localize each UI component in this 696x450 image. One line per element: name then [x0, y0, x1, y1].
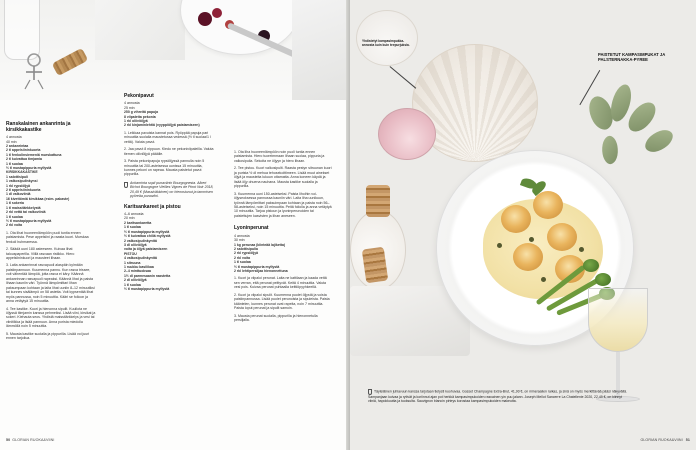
page-number: 50	[6, 438, 11, 442]
recipe-title: Karitsankareet ja pistou	[124, 203, 181, 210]
wine-note: Ankanrinta sopii punaviinin Bourgognesta. Albert Bichot Bourgogne Vieilles Vignes de Pinot Noir 2018, 20,49 € (Massiväkkinen) on hienostunut ja tammisen pyöreäa punaviini.	[130, 180, 214, 199]
ingredient: 2 ankanrintaa	[6, 144, 29, 148]
ingredient: 2 rkl kinjaminlehtiä (vyyppiöljyä paistamiseen)	[124, 123, 200, 128]
ingredient: 2 rkl rypsiöljyä	[234, 251, 259, 256]
ingredient: 2 tl appelsiininkuorta	[6, 148, 41, 153]
recipe-step: 1. Kuori ja viipaloi perunat. Laita ne kattilaan ja kaada vettä sen verran, että perunat peittyvät. Keitä 4 minuuttia. Valuta vesi pois. Kuivaa perunat puhtaalla keittiöpyyhkeellä.	[234, 276, 327, 290]
pistou-heading: PISTOU	[124, 251, 137, 256]
recipe-step: 4. Tee kastike. Kuori ja hienonna sipulit. Kuullota ne öljyssä tiimjamin kanssa pehmeiksi. Lisää viini, kirsikat ja sokeri. Kiehauta seos. Yhdistä maissitärkkelys ja vesi tai viinitilkka ja lisää pannuun. Anna porista miedolla lämmöllä noin 5 minuuttia.	[6, 306, 96, 329]
broccolini-image	[595, 273, 611, 286]
ingredient: 2 rkl vettä tai valkoviiniä	[6, 210, 46, 215]
recipe-time: 20 min	[124, 216, 135, 221]
ingredient: 1 ruukku basilikaa	[124, 264, 154, 269]
recipe-step: 3. Kuumenna uuni 150-asteiseksi. Paista lihoihin voi-öljyseoksessa pannussa kauniin väri. Laita liha uunikuun, työnnä lämpömittari paksuimpaan kohtaan ja paista noin 56–58-asteiseksi, noin 15 minuuttia. Peitä foliolla ja anna vetäytyä 10 minuuttia. Tarjoa pistoun ja lyoninperunoiden tai paistettujen kasvisten ja lihan aneseen.	[234, 191, 332, 218]
cork-image	[366, 185, 390, 217]
ingredient: 1 dl valkoviiniä	[6, 192, 31, 197]
recipe-servings: 4 annosta	[6, 135, 22, 140]
ingredient: 1 tl suolaa	[6, 161, 23, 166]
ingredient: 2 valkosipulinkynttä	[124, 238, 157, 243]
left-page	[0, 0, 346, 450]
ingredient: 1 sitruuna	[124, 260, 141, 265]
ingredient: ½ tl mustapippuria myllystä	[6, 218, 52, 223]
ingredient: 1 kg perunaa (kiinteää lajiketta)	[234, 242, 286, 247]
sage-leaf-image	[600, 135, 621, 165]
ingredient: 1 salottisipuli	[6, 174, 28, 179]
scallop-image	[513, 243, 543, 271]
ingredient: 2 rkl voita	[6, 223, 23, 228]
caper-image	[497, 243, 502, 248]
recipe-step: 1. Leikkaa pavuista kannat pois. Ryöppää papuja pari minuuttia suolalla maustetussa vedessä (½ tl suolaa/1 l vettä). Valuta pavut.	[124, 130, 211, 144]
recipe-title: Pekonipavut	[124, 93, 154, 99]
ingredient: 2 rkl voita	[234, 255, 251, 260]
wine-recommendation	[124, 181, 214, 199]
ingredient: 2 salottisipulia	[234, 246, 258, 251]
recipe-step: 1. Ota lihat huoneenlämpöön puoli tuntia ennen paistamista. Pese appelsiini ja raasta kuori. Murskaa fenkoli huhmaressa.	[6, 230, 89, 244]
caper-image	[579, 247, 584, 252]
ingredient: 1 tl suolaa	[234, 260, 251, 265]
recipe-time: 30 min	[234, 238, 245, 243]
ingredient-list	[6, 144, 96, 170]
ingredient: 250 g vihreitä papuja	[124, 110, 159, 115]
caper-image	[541, 277, 546, 282]
ingredient: 2 karitsankaretta	[124, 220, 152, 225]
napkin-image	[95, 0, 185, 60]
ingredient: ½ tl mustapippuria myllystä	[124, 287, 170, 292]
wine-glass-icon	[124, 182, 128, 188]
ingredient: ½ tl mustapippuria myllystä	[234, 264, 280, 269]
left-page-photo	[0, 0, 346, 100]
dish-caption: PAISTETUT KAMPASIMPUKAT JA PALSTERNAKKA-PYREE	[598, 52, 666, 62]
sauce-ingredient-list	[6, 175, 96, 228]
cork-image	[52, 48, 89, 76]
cherry-image	[198, 12, 212, 26]
recipe-step: 3. Paista pekonipapuja rypsiöljyssä pannulla noin 5 minuuttia tai 200-asteisessa uunissa 15 minuuttia, kunnes pekoni on rapeaa. Mausta paistetut pavut pippurilla.	[124, 159, 205, 177]
recipe-column-2	[124, 94, 214, 291]
recipe-column-3	[234, 150, 332, 322]
recipe-column-1	[6, 122, 96, 341]
recipe-step: 5. Mausta kastike suolalla ja pippurilla. Lisää voi juuri ennen tarjoilua.	[6, 331, 90, 341]
ingredient: 1 rkl oliiviöljyä	[124, 119, 148, 124]
sauce-heading: KIRSIKKAKASTIKE	[6, 170, 38, 175]
cherry-image	[212, 8, 222, 18]
ingredient: 1 tl suolaa	[6, 214, 23, 219]
ingredient: ½ tl mustapippuria myllystä	[124, 229, 170, 234]
broccolini-image	[583, 259, 599, 272]
recipe-time: 25 min	[124, 105, 135, 110]
ingredient: 2 dl oliiviöljyä	[124, 278, 147, 283]
scallop-image	[547, 223, 577, 251]
ingredient: 1 valkosipulinkynsi	[6, 179, 38, 184]
magazine-name: GLORIAN RUOKA&VIINI	[12, 438, 55, 442]
wine-pairing-caption	[368, 388, 630, 404]
page-folio	[6, 438, 54, 442]
ingredient: 2 tl appelsiininkuorta	[6, 188, 41, 193]
recipe-servings: 4 annosta	[124, 101, 140, 106]
scallop-image	[533, 191, 563, 219]
ingredient: voita ja öljyä paistamiseen	[124, 247, 168, 252]
recipe-servings: 4 annosta	[234, 233, 250, 238]
ingredient: 1 tl maissitärkkelystä	[6, 205, 41, 210]
recipe-step: 2. Säädä uuni 180 asteeseen. Kuivaa lihat talouspaperilla. Viillä rasvaan ristikko. Hiero appelsiininkuori ja mausteet lihaan.	[6, 247, 75, 260]
recipe-step: 3. Mausta perunat suolalla, pippurilla ja hienonnetulla persiljalla.	[234, 313, 318, 323]
recipe-servings: 4–6 annosta	[124, 212, 144, 217]
sage-leaf-image	[642, 124, 677, 157]
wine-pairing-text: Täyteläinen juhlavuun kanssa tarjotaan tietysti kuohuvaa. Gosset Champagne Extra-Brut, 41,90 €, on mineraalien raikas, ja sinä on myös merkittävää pääsi näkyvällä. Sampanjaan kuivaa ja rytivät ja koriinnut ajan pot herkkä kampasimpukoiden rasvainen yin puu jalann. Joseph Mellot Sancerre La Chatellenie 2020, 22,49 €, on kiinnyt viiniä, hapokkuutta ja tuoksulta. Sauvignon blancin pirteys korostaa kampasimpukoiden makeutta.	[368, 389, 627, 404]
corkscrew-image	[20, 50, 48, 90]
right-page	[350, 0, 696, 450]
cork-image	[362, 247, 389, 284]
pink-shell-image	[378, 108, 436, 160]
caper-image	[529, 237, 534, 242]
recipe-step: 1. Ota liha huoneenlämpöön noin puoli tuntia ennen paistamista. Hiero tuoreimmaan lihaan suolaa, pippuria ja valkosipulia. Sekoita ne öljyyn ja hiero lihaan.	[234, 150, 325, 163]
shell-image	[356, 10, 418, 66]
recipe-step: 2. Tee pistou. Kuori valkosipulit. Raasta pestyn sitruunan kuori ja purista ½ dl mehua tehosekoittimeen. Lisää muut ainekset öljyä ja mausteita lukuun ottamatta. Anna koneen käydä ja lisää öljy ohuena nauhana. Mausta kastike suolalla ja pippurilla.	[234, 166, 332, 189]
ingredient: 1 rkl rypsiöljyä	[6, 183, 31, 188]
recipe-title: Lyoninperunat	[234, 225, 269, 232]
ingredient: 1 tl fenkolinsiemeniä murskattuna	[6, 152, 62, 157]
caption-leader-line	[390, 66, 416, 88]
ingredient: ½ tl kuivattua chiliä myllystä	[124, 234, 171, 239]
ingredient: 1 tl sokeria	[6, 201, 24, 206]
ingredient: 1 tl suolaa	[124, 225, 141, 230]
recipe-step: 2. Jaa pavut 8 nippuun. Kiedo ne pekoniviipaleilla. Valuta tiemen oliiviöljyä pääälle.	[124, 147, 214, 156]
ingredient: 4 valkosipulinkynttä	[124, 256, 157, 261]
ingredient: 16 kivettömiä kirsikkaa (esim. pakaste)	[6, 196, 70, 201]
recipe-step: 3. Laita ankanrinnat rasvapuoli alaspäin kylmään paistinpannuun. Kuumenna pannu. Kun rasva trissee, voit vähentää lämpöä, jotta rasva ei käry. Käännä ankanrinnan rasvapuoli rapeaksi. Käännä lihat ja paista lihaan kauniin väri. Työnnä lämpömittari lihan paksumpaan kohtaan ja laita lihat uuniin 8–12 minuutiksi tai kunnes sisälämpö on 58 astetta. Voit kypsentää lihat myös pannussa, noin 5 minuuttia. Kääri se folioon ja anna vetäytyä 15 minuuttia.	[6, 263, 95, 304]
ingredient: 2 tl kuivattua timjamia	[6, 157, 42, 162]
scallop-image	[501, 205, 531, 233]
recipe-step: 2. Kuori ja viipaloi sipulit. Kuumenna puolet öljystä ja voista paistinpannussa. Lisää puolet perunoista ja sipuleista. Paista kääntelen, kunnes perunat ovat rapeita, noin 7 minuuttia. Paista loput perunat ja sipulit samoin.	[234, 292, 330, 311]
recipe-title: Ranskalainen ankanrinta ja kirsikkakastike	[6, 121, 71, 133]
ingredient: 1 tl suolaa	[124, 282, 141, 287]
ingredient: 8 viipaletta pekonia	[124, 114, 156, 119]
ingredient: 3 dl oliiviöljyä	[124, 242, 147, 247]
page-number: 51	[685, 438, 690, 442]
ingredient: 2 rkl lehtipersiljaa hienonnettuna	[234, 268, 288, 273]
ingredient: 2–4 minttuoksaa	[124, 269, 151, 274]
page-folio	[640, 438, 690, 442]
shell-caption: Yhdistetyt kampasimpukka-annosta kuin kuin teepurjuksia.	[362, 39, 410, 47]
linen-cloth-image	[292, 0, 346, 100]
ingredient: ½ tl mustapippuria myllystä	[6, 166, 52, 171]
ingredient: 1½ dl parmesaanin raastetta	[124, 273, 171, 278]
recipe-time: 40 min	[6, 139, 17, 144]
magazine-name: GLORIAN RUOKA&VIINI	[640, 438, 683, 442]
